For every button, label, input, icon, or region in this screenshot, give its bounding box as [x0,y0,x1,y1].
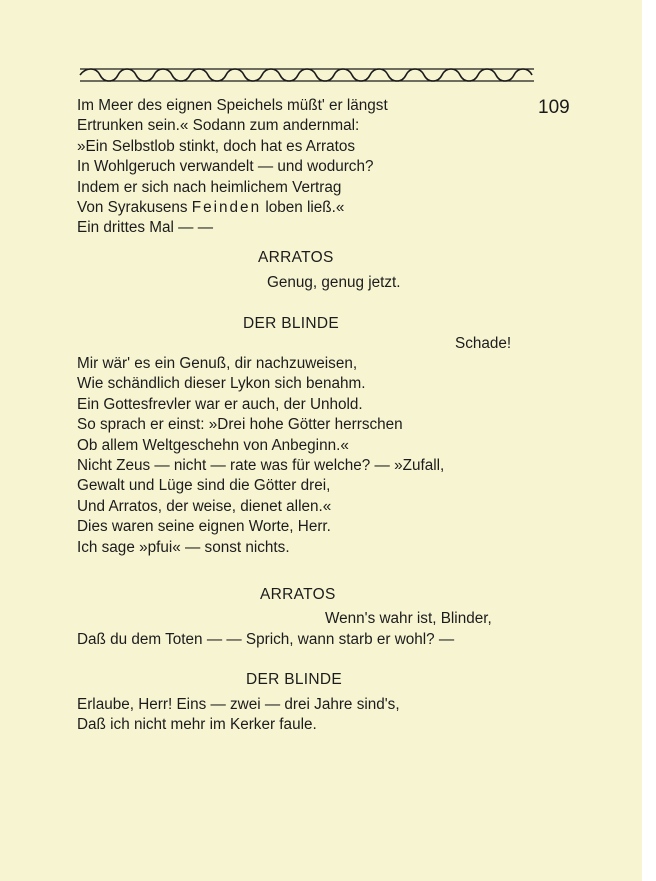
verse-line: Schade! [455,335,512,352]
verse-line: Ein Gottesfrevler war er auch, der Unhold. [77,395,363,413]
verse-line: »Ein Selbstlob stinkt, doch hat es Arratos [77,137,356,155]
verse-line: Ertrunken sein.« Sodann zum andernmal: [77,117,360,135]
verse-line: In Wohlgeruch verwandelt — und wodurch? [77,158,374,176]
decorative-border-ornament [78,66,538,84]
speaker-name: DER BLINDE [243,315,340,332]
verse-line: Gewalt und Lüge sind die Götter drei, [77,477,331,495]
verse-text: Von Syrakusens [77,199,192,217]
verse-line: Nicht Zeus — nicht — rate was für welche? — »Zufall, [77,457,445,475]
page-number: 109 [538,97,570,118]
verse-line: Ein drittes Mal — — [77,219,214,237]
verse-line: So sprach er einst: »Drei hohe Götter herrschen [77,416,403,434]
verse-line: Daß du dem Toten — — Sprich, wann starb er wohl? — [77,631,455,648]
verse-line: Genug, genug jetzt. [267,274,401,291]
verse-line: Und Arratos, der weise, dienet allen.« [77,497,332,515]
verse-line: Ich sage »pfui« — sonst nichts. [77,538,290,556]
verse-line: Erlaube, Herr! Eins — zwei — drei Jahre sind's, [77,696,400,713]
verse-line [77,198,537,218]
verse-text: loben ließ.« [261,199,345,217]
verse-line: Im Meer des eignen Speichels müßt' er längst [77,97,388,114]
verse-line: Dies waren seine eignen Worte, Herr. [77,518,331,536]
speaker-name: ARRATOS [260,586,336,603]
verse-line: Wie schändlich dieser Lykon sich benahm. [77,375,366,393]
verse-block-3 [77,695,537,736]
verse-line: Indem er sich nach heimlichem Vertrag [77,178,342,196]
speaker-name: DER BLINDE [246,671,343,688]
verse-block-2 [77,354,537,558]
page-edge [642,0,656,881]
verse-line: Ob allem Weltgeschehn von Anbeginn.« [77,436,349,454]
verse-line: Mir wär' es ein Genuß, dir nachzuweisen, [77,355,358,372]
verse-block-1 [77,96,537,239]
emphasized-word: Feinden [191,199,262,217]
verse-line: Wenn's wahr ist, Blinder, [325,610,492,627]
speaker-name: ARRATOS [258,249,334,266]
verse-line: Daß ich nicht mehr im Kerker faule. [77,716,317,734]
